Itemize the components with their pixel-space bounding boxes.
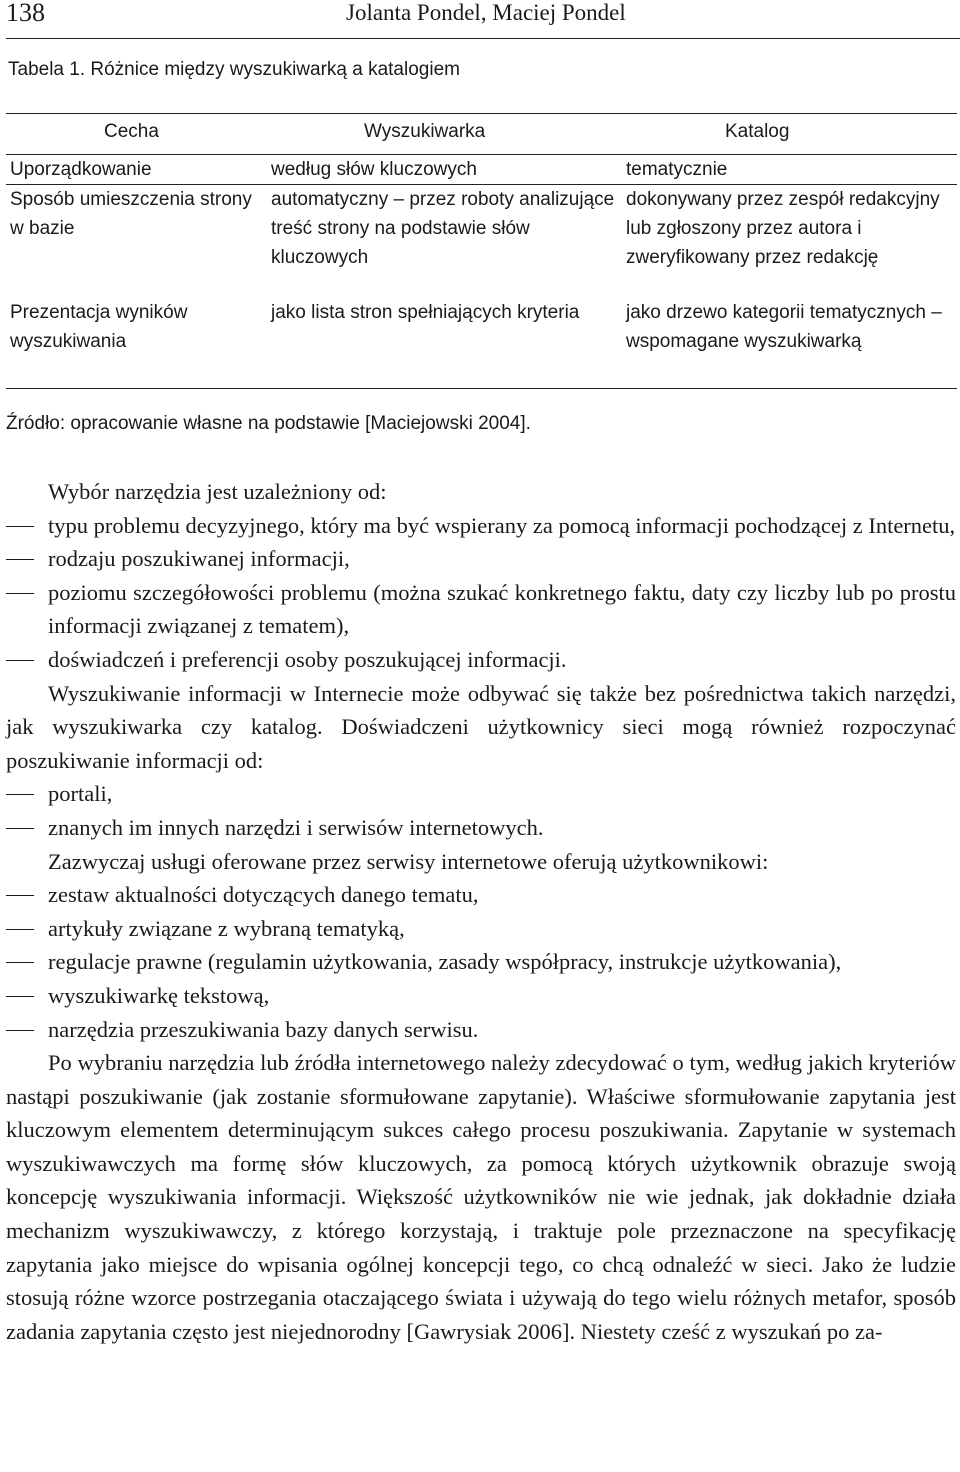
table-cell: Prezentacja wyników wyszukiwania <box>10 302 188 352</box>
list-item: rodzaju poszukiwanej informacji, <box>6 542 956 576</box>
table-cell: jako drzewo kategorii tematycznych – wspomagane wyszukiwarką <box>626 302 942 352</box>
list-item: portali, <box>6 777 956 811</box>
running-head-authors: Jolanta Pondel, Maciej Pondel <box>346 0 626 25</box>
table-cell: według słów kluczowych <box>271 159 477 180</box>
list-item: znanych im innych narzędzi i serwisów internetowych. <box>6 811 956 845</box>
table-header-row <box>6 114 957 155</box>
table-cell: automatyczny – przez roboty analizujące treść strony na podstawie słów kluczowych <box>271 189 615 268</box>
paragraph: Wybór narzędzia jest uzależniony od: <box>48 479 387 504</box>
column-header: Katalog <box>725 121 790 142</box>
paragraph: Zazwyczaj usługi oferowane przez serwisy internetowe oferują użytkownikowi: <box>48 848 769 874</box>
table-caption: Tabela 1. Różnice między wyszukiwarką a katalogiem <box>8 59 460 80</box>
page-header <box>6 0 960 39</box>
table-source: Źródło: opracowanie własne na podstawie [Maciejowski 2004]. <box>6 413 531 434</box>
list-item: typu problemu decyzyjnego, który ma być wspierany za pomocą informacji pochodzącej z Internetu, <box>6 509 956 543</box>
table-cell: dokonywany przez zespół redakcyjny lub zgłoszony przez autora i zweryfikowany przez redakcję <box>626 189 940 268</box>
paragraph: Po wybraniu narzędzia lub źródła internetowego należy zdecydować o tym, według jakich kryteriów nastąpi poszukiwanie (jak zostanie sformułowane zapytanie). Właściwe sformułowanie zapytania jest kluczowym elementem determinującym sukces całego procesu poszukiwania. Zapytanie w systemach wyszukiwawczych ma formę słów kluczowych, za pomocą których użytkownik obrazuje swoją koncepcję wyszukiwania informacji. Większość użytkowników nie wie jednak, jak dokładnie działa mechanizm wyszukiwawczy, z którego korzystają, i traktuje pole przeznaczone na specyfikację zapytania jako miejsce do wpisania ogólnej koncepcji tego, co chcą odnaleźć w sieci. Jako że ludzie stosują różne wzorce postrzegania otaczającego świata i używają do tego wielu różnych metafor, sposób zadania zapytania często jest niejednorodny [Gawrysiak 2006]. Niestety cześć z wyszukań po za- <box>6 1050 956 1344</box>
list-item: wyszukiwarkę tekstową, <box>6 979 956 1013</box>
list-item: artykuły związane z wybraną tematyką, <box>6 912 956 946</box>
table-cell: jako lista stron spełniających kryteria <box>271 302 580 323</box>
table-cell: Uporządkowanie <box>10 159 152 180</box>
column-header: Cecha <box>104 121 159 142</box>
table-cell: tematycznie <box>626 159 728 180</box>
list-item: poziomu szczegółowości problemu (można szukać konkretnego faktu, daty czy liczby lub po prostu informacji związanej z tematem), <box>6 576 956 643</box>
table-cell: Sposób umieszczenia strony w bazie <box>10 189 252 239</box>
table-row <box>6 298 957 388</box>
list-item: zestaw aktualności dotyczących danego tematu, <box>6 878 956 912</box>
paragraph: Wyszukiwanie informacji w Internecie może odbywać się także bez pośrednictwa takich narzędzi, jak wyszukiwarka czy katalog. Doświadczeni użytkownicy sieci mogą również rozpoczynać poszukiwanie informacji od: <box>6 680 956 773</box>
page-number: 138 <box>6 0 45 27</box>
column-header: Wyszukiwarka <box>364 121 486 142</box>
table-row <box>6 155 957 185</box>
list-item: regulacje prawne (regulamin użytkowania, zasady współpracy, instrukcje użytkowania), <box>6 945 956 979</box>
comparison-table <box>6 113 957 389</box>
body-text <box>6 475 956 1348</box>
table-row <box>6 185 957 298</box>
list-item: doświadczeń i preferencji osoby poszukującej informacji. <box>6 643 956 677</box>
list-item: narzędzia przeszukiwania bazy danych serwisu. <box>6 1013 956 1047</box>
